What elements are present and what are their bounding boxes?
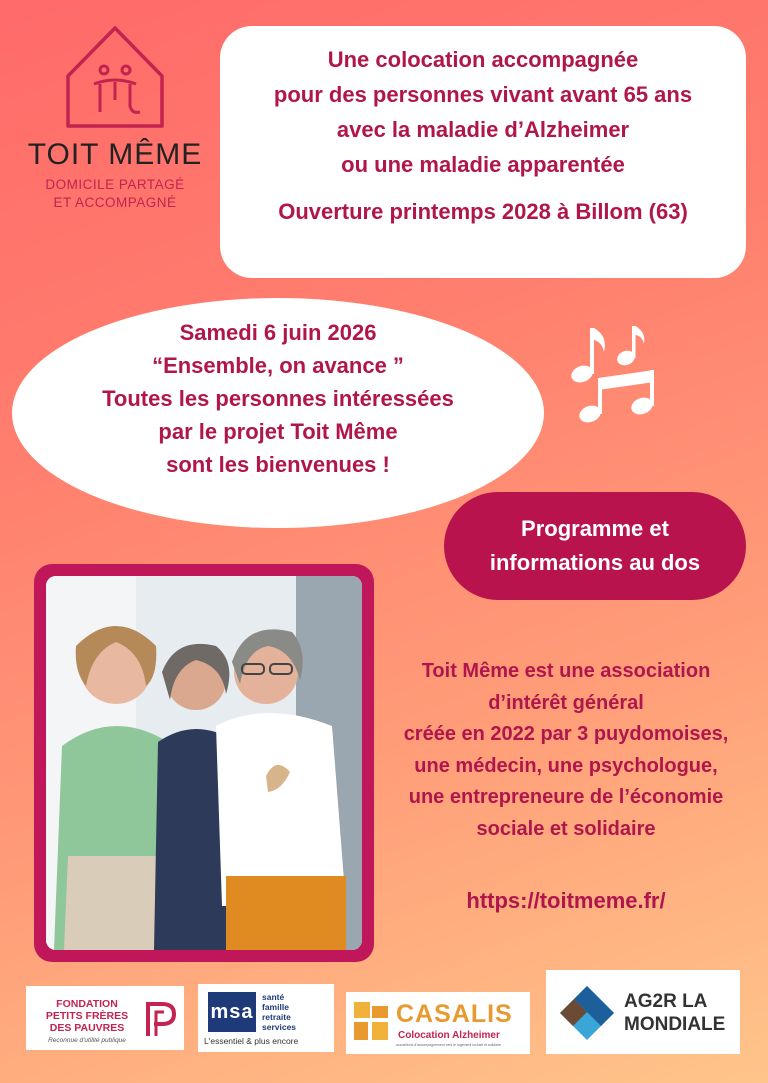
event-date: Samedi 6 juin 2026 — [179, 320, 377, 345]
founders-photo-frame — [34, 564, 374, 962]
association-line: une médecin, une psychologue, — [414, 754, 718, 777]
sponsor-ag2r — [546, 970, 740, 1054]
msa-slogan: L'essentiel & plus encore — [204, 1036, 299, 1046]
association-description — [364, 656, 768, 845]
opening-date: Ouverture printemps 2028 à Billom (63) — [278, 199, 688, 224]
logo-name: TOIT MÊME — [27, 138, 203, 171]
program-info-badge — [444, 492, 746, 600]
ag2r-line2: MONDIALE — [624, 1014, 726, 1035]
event-line: sont les bienvenues ! — [166, 452, 390, 477]
logo-tagline-line2: ET ACCOMPAGNÉ — [53, 195, 177, 210]
msa-mark: msa — [208, 992, 256, 1032]
casalis-tiny: accueillons d'accompagnement vers le logement inclusif et solidaire — [396, 1043, 501, 1047]
ag2r-icon — [558, 984, 616, 1042]
toit-meme-logo — [20, 20, 210, 240]
logo-tagline-line1: DOMICILE PARTAGÉ — [45, 177, 185, 192]
event-ellipse — [12, 298, 544, 528]
event-line: Toutes les personnes intéressées — [102, 386, 454, 411]
sponsor-casalis — [346, 992, 530, 1054]
event-line: par le projet Toit Même — [158, 419, 398, 444]
association-line: créée en 2022 par 3 puydomoises, — [403, 723, 729, 745]
program-line1: Programme et — [521, 516, 669, 541]
intro-card — [220, 26, 746, 278]
msa-line2: famille — [262, 1002, 289, 1012]
ag2r-line1: AG2R LA — [624, 991, 708, 1012]
association-line: sociale et solidaire — [476, 817, 656, 840]
intro-line: pour des personnes vivant avant 65 ans — [273, 82, 693, 107]
association-line: une entrepreneure de l’économie — [408, 786, 724, 808]
association-line: d’intérêt général — [488, 691, 644, 714]
msa-line4: services — [262, 1022, 297, 1032]
puzzle-icon — [352, 1000, 392, 1044]
fondation-line1: FONDATION — [56, 998, 118, 1010]
msa-line1: santé — [262, 992, 285, 1002]
fondation-sub: Reconnue d'utilité publique — [48, 1037, 126, 1044]
music-notes-icon — [560, 318, 670, 428]
event-title: “Ensemble, on avance ” — [152, 353, 404, 378]
house-people-icon — [60, 20, 170, 132]
petits-freres-icon — [144, 1000, 178, 1038]
association-line: Toit Même est une association — [421, 660, 711, 682]
intro-line: ou une maladie apparentée — [341, 152, 625, 177]
sponsor-fondation-petits-freres — [26, 986, 184, 1050]
casalis-sub: Colocation Alzheimer — [398, 1030, 500, 1041]
website-link[interactable]: https://toitmeme.fr/ — [466, 888, 666, 913]
program-line2: informations au dos — [489, 550, 701, 575]
founders-photo — [46, 576, 362, 950]
casalis-name: CASALIS — [396, 1000, 513, 1028]
fondation-line2: PETITS FRÈRES — [45, 1010, 129, 1022]
logo-tagline — [20, 176, 210, 212]
fondation-line3: DES PAUVRES — [49, 1022, 125, 1034]
intro-line: Une colocation accompagnée — [327, 47, 639, 72]
intro-line: avec la maladie d’Alzheimer — [336, 117, 630, 142]
msa-line3: retraite — [262, 1012, 291, 1022]
sponsor-msa — [198, 984, 334, 1052]
